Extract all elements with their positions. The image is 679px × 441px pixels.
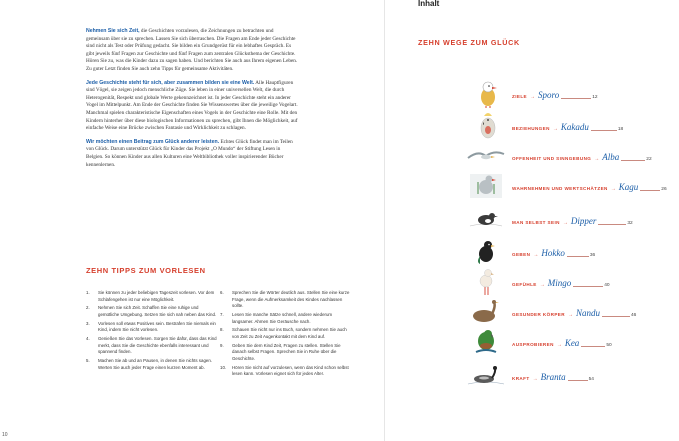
toc-page-number: 12 bbox=[592, 95, 598, 100]
toc-page-number: 40 bbox=[604, 283, 610, 288]
toc-story-name: Nandu bbox=[575, 308, 600, 318]
toc-story-name: Branta bbox=[540, 372, 566, 382]
toc-entry[interactable] bbox=[462, 360, 679, 390]
tip-item: 9. Geben Sie dem Kind Zeit, Fragen zu stellen. Stellen Sie danach selbst Fragen. Sprechen Sie in Ruhe über die Geschichte. bbox=[220, 342, 341, 361]
arrow-right-icon: → bbox=[610, 186, 616, 192]
toc-page-number: 54 bbox=[588, 377, 594, 382]
bird-illustration-icon bbox=[466, 140, 506, 170]
toc-page-number: 32 bbox=[627, 221, 633, 226]
toc-story-name: Sporo bbox=[538, 90, 560, 100]
toc-label: GESUNDER KÖRPER bbox=[512, 312, 565, 317]
toc-leader-line bbox=[567, 255, 589, 257]
tip-item: 1. Sie können zu jeder beliebigen Tageszeit vorlesen. Vor dem Schlafengehen ist nur eine Möglichkeit. bbox=[86, 290, 215, 302]
intro-paragraph-3: Wir möchten einen Beitrag zum Glück anderer leisten. Echtes Glück findet man im Teilen von Glück. Darum unterstützt Glück für Kinder das Projekt „O Mundo“ der Stiftung Lesen in Belgien. So können Kinder aus allen Kulturen eine Weltbibliothek voller inspirierender Bücher kennenlernen. bbox=[86, 138, 293, 168]
toc-story-name: Hokko bbox=[541, 248, 565, 258]
bird-illustration-icon bbox=[466, 78, 506, 108]
toc-label: GEFÜHLE bbox=[512, 282, 537, 287]
tip-item: 4. Genießen Sie das Vorlesen. Sorgen Sie dafür, dass das Kind merkt, dass Sie die Geschichte ebenfalls interessant und spannend finden. bbox=[86, 336, 217, 355]
toc-story-name: Kea bbox=[564, 338, 580, 348]
bird-illustration-icon bbox=[466, 170, 506, 200]
tip-item: 8. Schauen Sie nicht nur ins Buch, sondern nehmen Sie auch von Zeit zu Zeit Augenkontakt mit dem Kind auf. bbox=[220, 327, 347, 339]
toc-leader-line bbox=[598, 223, 626, 225]
toc-leader-line bbox=[640, 189, 660, 191]
toc-entry[interactable] bbox=[462, 204, 679, 234]
toc-label: GEBEN bbox=[512, 252, 531, 257]
page-gutter bbox=[384, 0, 385, 441]
toc-entry-text bbox=[512, 278, 610, 288]
bird-illustration-icon bbox=[466, 110, 506, 140]
page-number: 10 bbox=[2, 432, 8, 438]
toc-page-number: 50 bbox=[606, 343, 612, 348]
bird-illustration-icon bbox=[466, 326, 506, 356]
toc-entry-text bbox=[512, 308, 636, 318]
toc-entry-text bbox=[512, 182, 667, 192]
intro-paragraph-1: Nehmen Sie sich Zeit, die Geschichten vorzulesen, die Zeichnungen zu betrachten und gemeinsam über sie zu sprechen. Lassen Sie sich überraschen. Die Fragen am Ende jeder Geschichte sind nicht als Test oder Prüfung gedacht. Sie bilden ein Grundgerüst für ein lebhaftes Gespräch. Es gibt jeweils fünf Fragen zur Geschichte und fünf Fragen zum zentralen Glücksthema der Geschichte. Hören Sie zu, was die Kinder dazu zu sagen haben. Und berichten Sie auch aus Ihrem eigenen Leben. Zu guter Letzt finden Sie auch zehn Tipps für gemeinsame Aktivitäten. bbox=[86, 28, 298, 72]
toc-page-number: 18 bbox=[617, 127, 624, 132]
toc-heading: ZEHN WEGE ZUM GLÜCK bbox=[418, 38, 520, 47]
arrow-right-icon: → bbox=[594, 156, 600, 162]
toc-entry-text bbox=[512, 372, 594, 382]
toc-leader-line bbox=[621, 159, 645, 161]
toc-leader-line bbox=[561, 97, 591, 99]
toc-entry-text bbox=[512, 216, 633, 226]
toc-entry[interactable] bbox=[462, 266, 679, 296]
toc-label: BEZIEHUNGEN bbox=[512, 126, 550, 131]
bird-illustration-icon bbox=[466, 266, 506, 296]
bird-illustration-icon bbox=[466, 360, 506, 390]
toc-page-number: 26 bbox=[661, 187, 667, 192]
arrow-right-icon: → bbox=[530, 94, 536, 100]
toc-page-number: 46 bbox=[630, 313, 637, 318]
toc-label: ZIELE bbox=[512, 94, 528, 99]
toc-label: OFFENHEIT UND SINNGEBUNG bbox=[512, 156, 592, 161]
toc-page-number: 36 bbox=[589, 253, 596, 258]
tip-item: 3. Vorlesen soll etwas Positives sein. Bestrafen Sie niemals ein Kind, indem Sie nicht vorlesen. bbox=[86, 320, 216, 333]
toc-leader-line bbox=[568, 379, 588, 381]
arrow-right-icon: → bbox=[567, 312, 573, 318]
toc-leader-line bbox=[591, 129, 617, 131]
intro-text bbox=[86, 28, 298, 175]
toc-entry-text bbox=[512, 152, 652, 162]
contents-title: Inhalt bbox=[418, 0, 440, 8]
toc-entry-text bbox=[512, 122, 623, 132]
tips-list-right bbox=[220, 290, 352, 380]
toc-label: WAHRNEHMEN UND WERTSCHÄTZEN bbox=[512, 186, 608, 191]
bird-illustration-icon bbox=[466, 236, 506, 266]
bird-illustration-icon bbox=[466, 204, 506, 234]
toc-entry[interactable] bbox=[462, 326, 679, 356]
toc-story-name: Kakadu bbox=[560, 122, 589, 132]
toc-entry-text bbox=[512, 338, 612, 348]
tips-list-left bbox=[86, 290, 218, 373]
toc-story-name: Dipper bbox=[570, 216, 597, 226]
arrow-right-icon: → bbox=[556, 342, 562, 348]
toc-story-name: Kagu bbox=[618, 182, 639, 192]
tip-item: 6. Sprechen Sie die Wörter deutlich aus. Stellen Sie eine kurze Frage, wenn die Aufmerksamkeit des Kindes nachlassen sollte. bbox=[220, 290, 350, 309]
toc-entry-text bbox=[512, 90, 598, 100]
toc-story-name: Alba bbox=[602, 152, 620, 162]
tips-heading: ZEHN TIPPS ZUM VORLESEN bbox=[86, 266, 206, 275]
arrow-right-icon: → bbox=[533, 252, 539, 258]
toc-entry[interactable] bbox=[462, 170, 679, 200]
toc-label: AUSPROBIEREN bbox=[512, 342, 554, 347]
toc-leader-line bbox=[573, 285, 603, 287]
bird-illustration-icon bbox=[466, 296, 506, 326]
tip-item: 5. Machen Sie ab und an Pausen, in denen Sie nichts sagen. Werten Sie auch jeder Frage einen kurzen Moment ab. bbox=[86, 358, 212, 370]
tip-item: 7. Lesen Sie manche Sätze schnell, andere wiederum langsamer. Ahmen Sie Geräusche nach. bbox=[220, 311, 333, 324]
toc-entry[interactable] bbox=[462, 110, 679, 140]
toc-story-name: Mingo bbox=[547, 278, 572, 288]
toc-label: MAN SELBST SEIN bbox=[512, 220, 560, 225]
tip-item: 10. Hören Sie nicht auf vorzulesen, wenn das Kind schon selbst lesen kann. Vorlesen eignet sich für jedes Alter. bbox=[220, 364, 349, 377]
toc-leader-line bbox=[602, 315, 630, 317]
intro-paragraph-2: Jede Geschichte steht für sich, aber zusammen bilden sie eine Welt. Alle Hauptfiguren sind Vögel, sie zeigen jedoch menschliche Züge. Sie leben in einer universellen Welt, die durch Heterogenität, Respekt und globale Werte gekennzeichnet ist. In jeder Geschichte steht ein anderer Vogel im Mittelpunkt. Am Ende der Geschichte finden Sie Wissenswertes über die jeweilige Vogelart. Manchmal spielen charakteristische Eigenschaften eines Vogels in der Geschichte eine Rolle. Mit den Kindern hinterher über diese biologischen Informationen zu sprechen, gibt Ihnen die Möglichkeit, auf einfache Weise eine Brücke zwischen Fantasie und Wirklichkeit zu schlagen. bbox=[86, 79, 298, 132]
toc-entry[interactable] bbox=[462, 236, 679, 266]
toc-page-number: 22 bbox=[646, 157, 652, 162]
toc-entry[interactable] bbox=[462, 78, 679, 108]
toc-leader-line bbox=[581, 345, 605, 347]
toc-entry-text bbox=[512, 248, 595, 258]
arrow-right-icon: → bbox=[552, 126, 558, 132]
arrow-right-icon: → bbox=[562, 220, 568, 226]
arrow-right-icon: → bbox=[532, 376, 538, 382]
toc-entry[interactable] bbox=[462, 140, 679, 170]
toc-entry[interactable] bbox=[462, 296, 679, 326]
tip-item: 2. Nehmen Sie sich Zeit. Schaffen Sie eine ruhige und gemütliche Umgebung. Setzen Sie sich nah neben das Kind. bbox=[86, 305, 217, 317]
arrow-right-icon: → bbox=[539, 282, 545, 288]
toc-label: KRAFT bbox=[512, 376, 530, 381]
